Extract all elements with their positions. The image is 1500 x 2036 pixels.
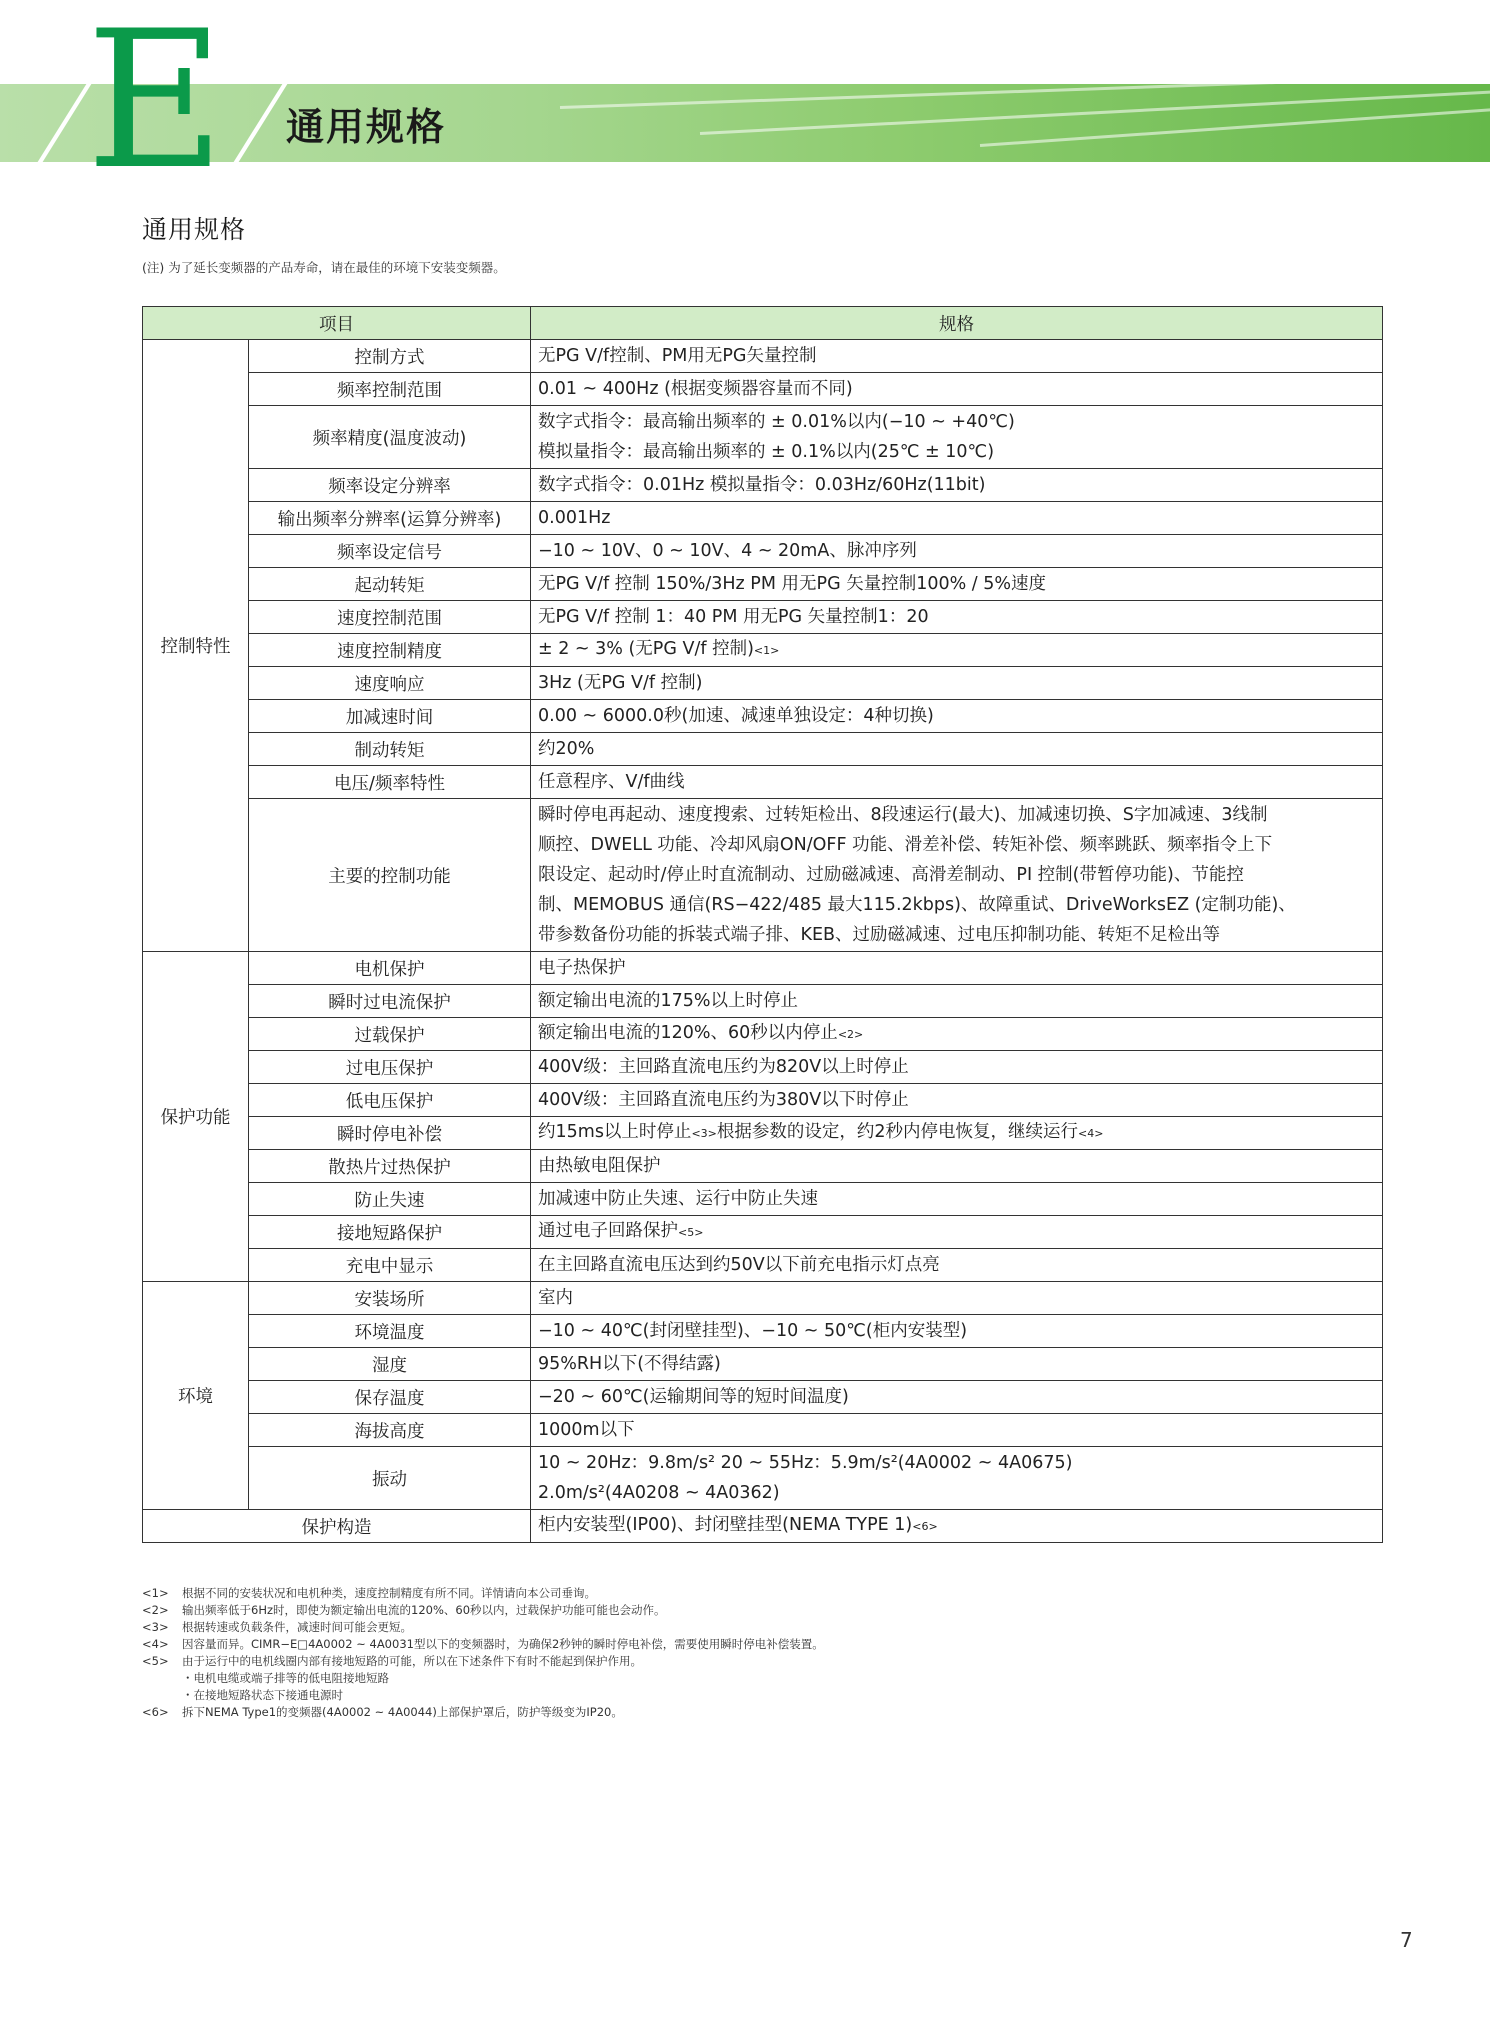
spec-line xyxy=(538,407,1375,437)
spec-cell xyxy=(531,667,1383,700)
spec-cell xyxy=(531,469,1383,502)
spec-text: 数字式指令：0.01Hz 模拟量指令：0.03Hz/60Hz(11bit) xyxy=(538,475,986,495)
footnote-item xyxy=(142,1619,1382,1636)
table-row xyxy=(143,1381,1383,1414)
spec-text: 1000m以下 xyxy=(538,1420,635,1440)
spec-line xyxy=(538,1018,1375,1050)
item-cell: 充电中显示 xyxy=(249,1249,531,1282)
footnote-item xyxy=(142,1687,1382,1704)
footnote-item xyxy=(142,1636,1382,1653)
spec-line xyxy=(538,374,1375,404)
spec-text: 无PG V/f 控制 1：40 PM 用无PG 矢量控制1：20 xyxy=(538,607,929,627)
footnote-ref: <1> xyxy=(753,644,780,657)
spec-text: 约20% xyxy=(538,739,595,759)
spec-line xyxy=(538,734,1375,764)
table-row xyxy=(143,601,1383,634)
spec-text: 2.0m/s²(4A0208 ~ 4A0362) xyxy=(538,1483,780,1503)
spec-text: −20 ~ 60℃(运输期间等的短时间温度) xyxy=(538,1387,849,1407)
spec-cell xyxy=(531,634,1383,667)
table-body xyxy=(143,340,1383,1543)
col-header-item: 项目 xyxy=(143,307,531,340)
spec-cell xyxy=(531,799,1383,952)
footnote-item xyxy=(142,1670,1382,1687)
spec-text: −10 ~ 40℃(封闭壁挂型)、−10 ~ 50℃(柜内安装型) xyxy=(538,1321,968,1341)
category-cell: 环境 xyxy=(143,1282,249,1510)
footnote-key: <6> xyxy=(142,1705,169,1719)
table-row xyxy=(143,952,1383,985)
table-row xyxy=(143,733,1383,766)
item-cell: 振动 xyxy=(249,1447,531,1510)
spec-cell xyxy=(531,1315,1383,1348)
item-cell: 制动转矩 xyxy=(249,733,531,766)
spec-line xyxy=(538,1283,1375,1313)
table-row xyxy=(143,340,1383,373)
item-cell: 频率控制范围 xyxy=(249,373,531,406)
spec-text: ± 2 ~ 3% (无PG V/f 控制) xyxy=(538,639,754,659)
spec-line xyxy=(538,437,1375,467)
spec-text: 400V级：主回路直流电压约为380V以下时停止 xyxy=(538,1090,909,1110)
footnote-text: 根据不同的安装状况和电机种类，速度控制精度有所不同。详情请向本公司垂询。 xyxy=(182,1586,596,1600)
table-row xyxy=(143,1282,1383,1315)
spec-cell xyxy=(531,535,1383,568)
item-cell: 主要的控制功能 xyxy=(249,799,531,952)
item-cell: 低电压保护 xyxy=(249,1084,531,1117)
footnote-key: <4> xyxy=(142,1637,169,1651)
spec-line xyxy=(538,953,1375,983)
spec-line xyxy=(538,830,1375,860)
item-cell: 接地短路保护 xyxy=(249,1216,531,1249)
spec-text: 约15ms以上时停止 xyxy=(538,1122,692,1142)
footnote-ref: <5> xyxy=(678,1226,704,1239)
spec-text: 额定输出电流的175%以上时停止 xyxy=(538,991,799,1011)
spec-text: 3Hz (无PG V/f 控制) xyxy=(538,673,703,693)
item-cell: 加减速时间 xyxy=(249,700,531,733)
spec-cell xyxy=(531,1414,1383,1447)
spec-text: 限设定、起动时/停止时直流制动、过励磁减速、高滑差制动、PI 控制(带暂停功能)、节能控 xyxy=(538,865,1244,885)
spec-cell xyxy=(531,1381,1383,1414)
footnotes xyxy=(142,1585,1382,1721)
category-cell: 控制特性 xyxy=(143,340,249,952)
item-cell: 瞬时停电补偿 xyxy=(249,1117,531,1150)
table-row xyxy=(143,1018,1383,1051)
table-row xyxy=(143,1051,1383,1084)
page-number: 7 xyxy=(1400,1928,1413,1952)
table-row xyxy=(143,406,1383,469)
spec-cell xyxy=(531,952,1383,985)
spec-line xyxy=(538,860,1375,890)
footnote-item xyxy=(142,1602,1382,1619)
table-row xyxy=(143,1348,1383,1381)
table-row xyxy=(143,799,1383,952)
spec-text: −10 ~ 10V、0 ~ 10V、4 ~ 20mA、脉冲序列 xyxy=(538,541,917,561)
table-row xyxy=(143,1447,1383,1510)
spec-line xyxy=(538,767,1375,797)
spec-line xyxy=(538,341,1375,371)
section-note: (注) 为了延长变频器的产品寿命，请在最佳的环境下安装变频器。 xyxy=(142,260,506,275)
item-cell: 起动转矩 xyxy=(249,568,531,601)
spec-cell xyxy=(531,502,1383,535)
spec-cell xyxy=(531,1447,1383,1510)
spec-text: 任意程序、V/f曲线 xyxy=(538,772,685,792)
spec-cell xyxy=(531,1249,1383,1282)
item-cell: 保护构造 xyxy=(143,1510,531,1543)
table-row xyxy=(143,1183,1383,1216)
footnote-key: <5> xyxy=(142,1654,169,1668)
item-cell: 安装场所 xyxy=(249,1282,531,1315)
table-row xyxy=(143,634,1383,667)
table-row xyxy=(143,1117,1383,1150)
spec-cell xyxy=(531,1150,1383,1183)
spec-table xyxy=(142,306,1383,1543)
spec-line xyxy=(538,503,1375,533)
spec-line xyxy=(538,920,1375,950)
spec-line xyxy=(538,536,1375,566)
spec-line xyxy=(538,634,1375,666)
spec-text: 额定输出电流的120%、60秒以内停止 xyxy=(538,1023,838,1043)
spec-cell xyxy=(531,340,1383,373)
spec-text: 加减速中防止失速、运行中防止失速 xyxy=(538,1189,818,1209)
spec-cell xyxy=(531,1084,1383,1117)
footnote-item xyxy=(142,1585,1382,1602)
spec-line xyxy=(538,470,1375,500)
item-cell: 散热片过热保护 xyxy=(249,1150,531,1183)
table-row xyxy=(143,766,1383,799)
spec-line xyxy=(538,890,1375,920)
item-cell: 频率精度(温度波动) xyxy=(249,406,531,469)
footnote-ref: <2> xyxy=(837,1028,864,1041)
spec-text: 模拟量指令：最高输出频率的 ± 0.1%以内(25℃ ± 10℃) xyxy=(538,442,995,462)
spec-line xyxy=(538,668,1375,698)
footnote-ref: <4> xyxy=(1078,1127,1104,1140)
footnote-text: ・在接地短路状态下接通电源时 xyxy=(182,1688,343,1702)
spec-line xyxy=(538,1085,1375,1115)
spec-line xyxy=(538,1478,1375,1508)
footnote-text: 拆下NEMA Type1的变频器(4A0002 ~ 4A0044)上部保护罩后，防护等级变为IP20。 xyxy=(182,1705,623,1719)
spec-cell xyxy=(531,733,1383,766)
section-title: 通用规格 xyxy=(142,215,247,244)
spec-line xyxy=(538,1382,1375,1412)
spec-line xyxy=(538,1151,1375,1181)
spec-text: 根据参数的设定，约2秒内停电恢复，继续运行 xyxy=(716,1122,1079,1142)
footnote-text: ・电机电缆或端子排等的低电阻接地短路 xyxy=(182,1671,389,1685)
table-row xyxy=(143,568,1383,601)
table-row xyxy=(143,1414,1383,1447)
banner-title: 通用规格 xyxy=(286,105,447,149)
item-cell: 速度响应 xyxy=(249,667,531,700)
spec-line xyxy=(538,1117,1375,1149)
item-cell: 输出频率分辨率(运算分辨率) xyxy=(249,502,531,535)
spec-line xyxy=(538,701,1375,731)
spec-text: 电子热保护 xyxy=(538,958,626,978)
table-row xyxy=(143,1315,1383,1348)
footnote-ref: <3> xyxy=(691,1127,717,1140)
spec-cell xyxy=(531,700,1383,733)
item-cell: 速度控制精度 xyxy=(249,634,531,667)
item-cell: 过载保护 xyxy=(249,1018,531,1051)
spec-line xyxy=(538,1415,1375,1445)
footnote-key: <2> xyxy=(142,1603,169,1617)
spec-cell xyxy=(531,1018,1383,1051)
item-cell: 海拔高度 xyxy=(249,1414,531,1447)
item-cell: 速度控制范围 xyxy=(249,601,531,634)
table-row xyxy=(143,373,1383,406)
spec-text: 由热敏电阻保护 xyxy=(538,1156,661,1176)
item-cell: 频率设定信号 xyxy=(249,535,531,568)
spec-line xyxy=(538,1216,1375,1248)
item-cell: 环境温度 xyxy=(249,1315,531,1348)
item-cell: 电压/频率特性 xyxy=(249,766,531,799)
spec-cell xyxy=(531,406,1383,469)
table-row xyxy=(143,1510,1383,1543)
table-row xyxy=(143,535,1383,568)
spec-text: 无PG V/f 控制 150%/3Hz PM 用无PG 矢量控制100% / 5%速度 xyxy=(538,574,1047,594)
spec-line xyxy=(538,1184,1375,1214)
spec-line xyxy=(538,1316,1375,1346)
spec-text: 柜内安装型(IP00)、封闭壁挂型(NEMA TYPE 1) xyxy=(538,1515,913,1535)
spec-text: 10 ~ 20Hz：9.8m/s² 20 ~ 55Hz：5.9m/s²(4A0002 ~ 4A0675) xyxy=(538,1453,1073,1473)
spec-line xyxy=(538,602,1375,632)
spec-line xyxy=(538,1052,1375,1082)
table-row xyxy=(143,502,1383,535)
spec-text: 无PG V/f控制、PM用无PG矢量控制 xyxy=(538,346,817,366)
table-row xyxy=(143,1249,1383,1282)
footnote-text: 因容量而异。CIMR−E□4A0002 ~ 4A0031型以下的变频器时，为确保2秒钟的瞬时停电补偿，需要使用瞬时停电补偿装置。 xyxy=(182,1637,824,1651)
spec-text: 在主回路直流电压达到约50V以下前充电指示灯点亮 xyxy=(538,1255,940,1275)
spec-line xyxy=(538,1349,1375,1379)
table-row xyxy=(143,1084,1383,1117)
spec-text: 顺控、DWELL 功能、冷却风扇ON/OFF 功能、滑差补偿、转矩补偿、频率跳跃、频率指令上下 xyxy=(538,835,1273,855)
item-cell: 过电压保护 xyxy=(249,1051,531,1084)
item-cell: 电机保护 xyxy=(249,952,531,985)
footnote-item xyxy=(142,1653,1382,1670)
table-row xyxy=(143,985,1383,1018)
footnote-key: <3> xyxy=(142,1620,169,1634)
spec-text: 瞬时停电再起动、速度搜索、过转矩检出、8段速运行(最大)、加减速切换、S字加减速、3线制 xyxy=(538,805,1268,825)
spec-text: 通过电子回路保护 xyxy=(538,1221,678,1241)
item-cell: 控制方式 xyxy=(249,340,531,373)
footnote-text: 由于运行中的电机线圈内部有接地短路的可能，所以在下述条件下有时不能起到保护作用。 xyxy=(182,1654,642,1668)
footnote-key: <1> xyxy=(142,1586,169,1600)
spec-cell xyxy=(531,1117,1383,1150)
col-header-spec: 规格 xyxy=(531,307,1383,340)
spec-text: 室内 xyxy=(538,1288,573,1308)
spec-cell xyxy=(531,1282,1383,1315)
spec-cell xyxy=(531,1051,1383,1084)
spec-line xyxy=(538,800,1375,830)
footnote-ref: <6> xyxy=(912,1520,938,1533)
spec-text: 0.001Hz xyxy=(538,508,611,528)
spec-text: 数字式指令：最高输出频率的 ± 0.01%以内(−10 ~ +40℃) xyxy=(538,412,1015,432)
spec-line xyxy=(538,986,1375,1016)
spec-cell xyxy=(531,766,1383,799)
spec-cell xyxy=(531,985,1383,1018)
spec-text: 带参数备份功能的拆装式端子排、KEB、过励磁减速、过电压抑制功能、转矩不足检出等 xyxy=(538,925,1221,945)
table-row xyxy=(143,667,1383,700)
table-header-row xyxy=(143,307,1383,340)
spec-text: 0.01 ~ 400Hz (根据变频器容量而不同) xyxy=(538,379,853,399)
footnote-text: 输出频率低于6Hz时，即使为额定输出电流的120%、60秒以内，过载保护功能可能也会动作。 xyxy=(182,1603,666,1617)
spec-text: 95%RH以下(不得结露) xyxy=(538,1354,721,1374)
footnote-text: 根据转速或负载条件，减速时间可能会更短。 xyxy=(182,1620,412,1634)
spec-line xyxy=(538,1250,1375,1280)
table-row xyxy=(143,1216,1383,1249)
spec-cell xyxy=(531,1183,1383,1216)
chapter-letter: E xyxy=(86,0,225,211)
table-row xyxy=(143,700,1383,733)
spec-cell xyxy=(531,373,1383,406)
spec-text: 制、MEMOBUS 通信(RS−422/485 最大115.2kbps)、故障重试、DriveWorksEZ (定制功能)、 xyxy=(538,895,1296,915)
spec-cell xyxy=(531,1510,1383,1543)
table-row xyxy=(143,469,1383,502)
footnote-item xyxy=(142,1704,1382,1721)
spec-cell xyxy=(531,568,1383,601)
item-cell: 湿度 xyxy=(249,1348,531,1381)
spec-cell xyxy=(531,601,1383,634)
spec-text: 0.00 ~ 6000.0秒(加速、减速单独设定：4种切换) xyxy=(538,706,934,726)
table-row xyxy=(143,1150,1383,1183)
item-cell: 防止失速 xyxy=(249,1183,531,1216)
item-cell: 频率设定分辨率 xyxy=(249,469,531,502)
spec-line xyxy=(538,569,1375,599)
spec-text: 400V级：主回路直流电压约为820V以上时停止 xyxy=(538,1057,909,1077)
spec-line xyxy=(538,1448,1375,1478)
category-cell: 保护功能 xyxy=(143,952,249,1282)
item-cell: 瞬时过电流保护 xyxy=(249,985,531,1018)
spec-cell xyxy=(531,1348,1383,1381)
spec-cell xyxy=(531,1216,1383,1249)
item-cell: 保存温度 xyxy=(249,1381,531,1414)
